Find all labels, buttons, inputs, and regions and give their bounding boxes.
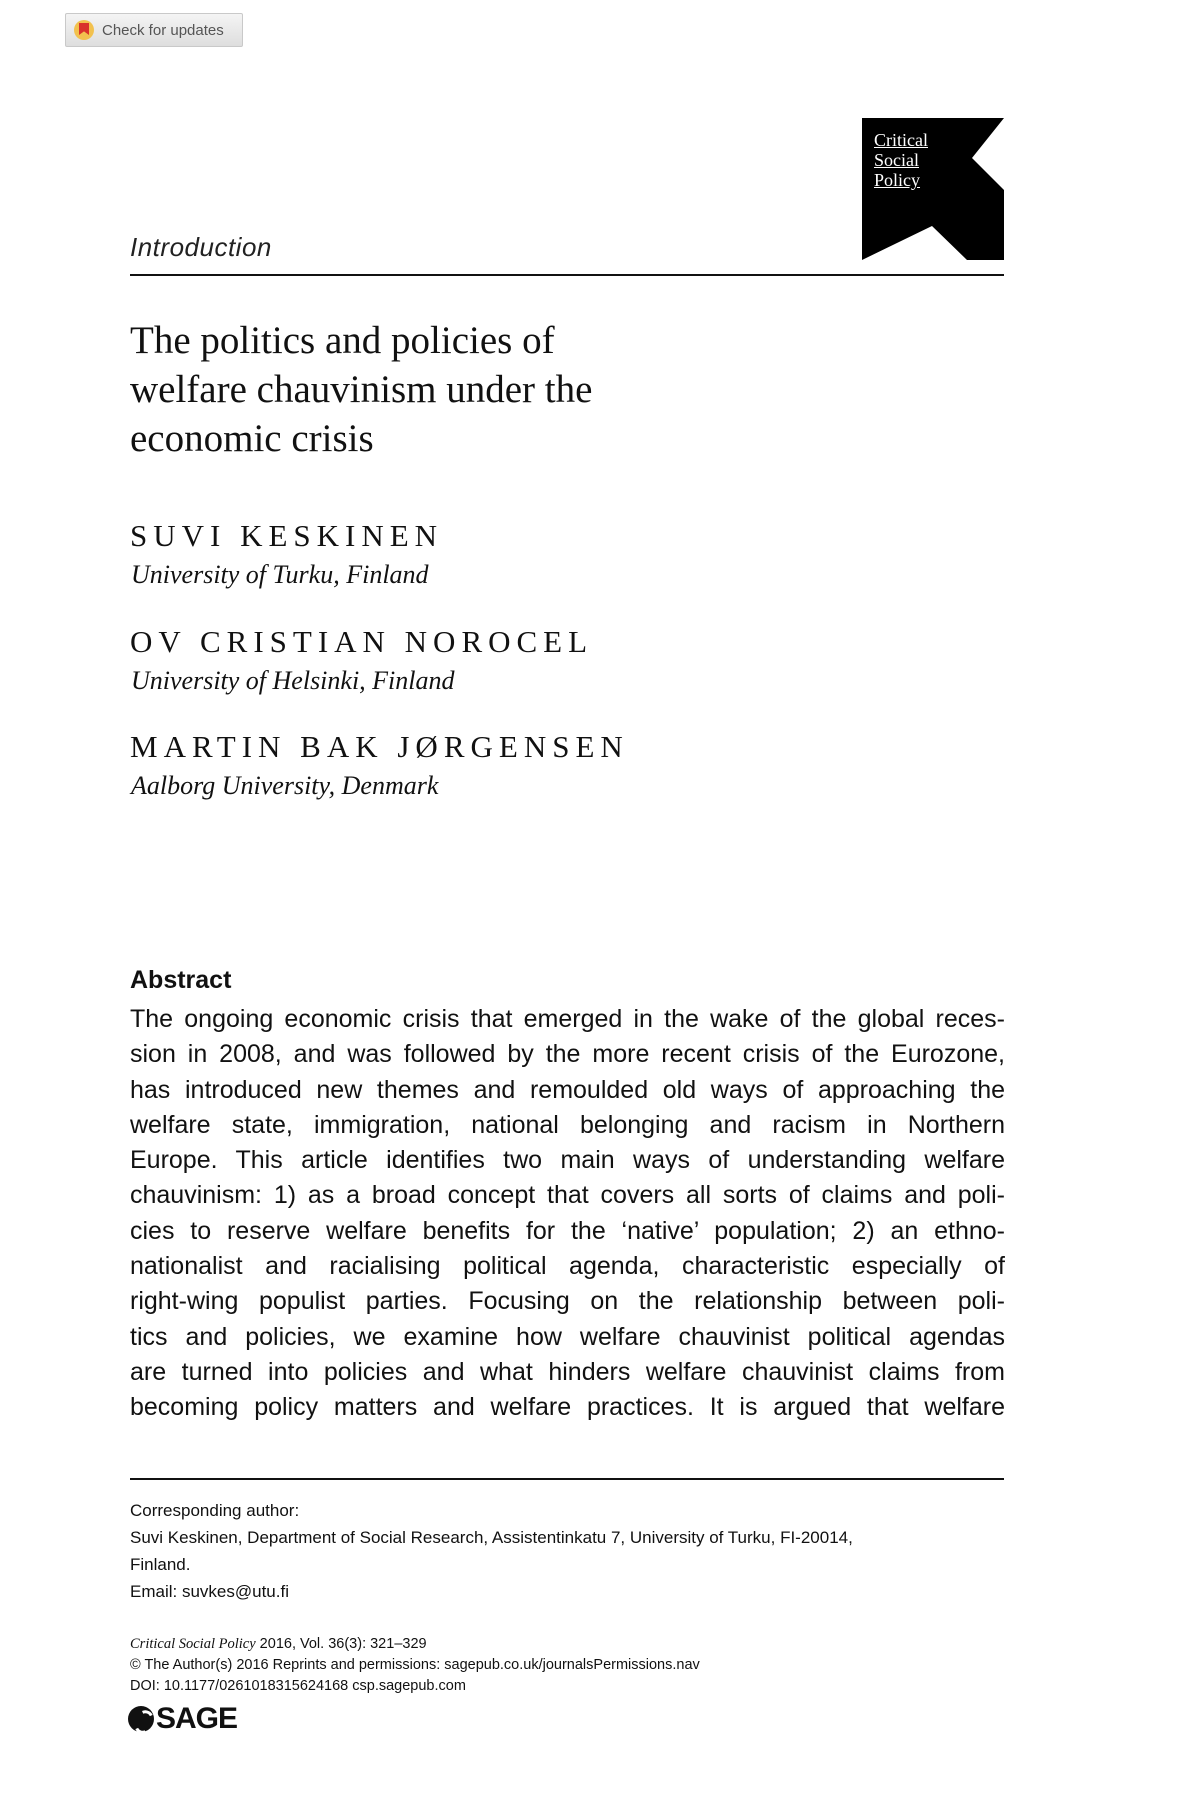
corresponding-email: Email: suvkes@utu.fi [130, 1582, 289, 1601]
corresponding-label: Corresponding author: [130, 1501, 300, 1520]
corresponding-address-cont: Finland. [130, 1555, 191, 1574]
citation-block [130, 1634, 1004, 1697]
abstract-line: are turned into policies and what hinders welfare chauvinist claims from [130, 1357, 1005, 1386]
header-divider [130, 274, 1004, 276]
publisher-name: SAGE [156, 1702, 238, 1735]
abstract-line: nationalist and racialising political agenda, characteristic especially of [130, 1252, 1005, 1281]
abstract-line: Europe. This article identifies two main ways of understanding welfare [130, 1146, 1005, 1175]
publisher-logo [128, 1702, 237, 1736]
abstract-line: welfare state, immigration, national belonging and racism in Northern [130, 1110, 1005, 1139]
abstract-line: sion in 2008, and was followed by the more recent crisis of the Eurozone, [130, 1040, 1005, 1069]
abstract-line: The ongoing economic crisis that emerged in the wake of the global reces- [130, 1005, 1005, 1033]
author-name: SUVI KESKINEN [130, 518, 444, 553]
author-name: OV CRISTIAN NOROCEL [130, 624, 594, 659]
abstract-heading: Abstract [130, 966, 232, 994]
journal-logo-word: Social [874, 150, 919, 170]
journal-logo-word: Critical [874, 130, 928, 150]
title-line: economic crisis [130, 417, 374, 460]
check-for-updates-label: Check for updates [102, 21, 224, 39]
abstract-line: tics and policies, we examine how welfare chauvinist political agendas [130, 1322, 1005, 1351]
corresponding-address: Suvi Keskinen, Department of Social Research, Assistentinkatu 7, University of Turku, FI-20014, [130, 1528, 853, 1547]
abstract-line: right-wing populist parties. Focusing on the relationship between poli- [130, 1287, 1005, 1316]
journal-logo [862, 118, 1004, 260]
abstract-line: chauvinism: 1) as a broad concept that covers all sorts of claims and poli- [130, 1181, 1005, 1210]
citation-details: 2016, Vol. 36(3): 321–329 [255, 1636, 427, 1652]
journal-logo-word: Policy [874, 170, 921, 190]
corresponding-author [130, 1497, 1004, 1605]
sage-logo-icon [128, 1706, 154, 1732]
author-affiliation: University of Turku, Finland [131, 560, 429, 589]
abstract-line: has introduced new themes and remoulded old ways of approaching the [130, 1075, 1005, 1104]
journal-name: Critical Social Policy [130, 1636, 256, 1652]
doi-line: DOI: 10.1177/0261018315624168 csp.sagepub.com [130, 1678, 466, 1694]
abstract-body [130, 1002, 1005, 1426]
footnote-divider [130, 1478, 1004, 1480]
bookmark-icon [74, 20, 94, 40]
abstract-line: becoming policy matters and welfare practices. It is argued that welfare [130, 1393, 1005, 1422]
abstract-line: cies to reserve welfare benefits for the ‘native’ population; 2) an ethno- [130, 1216, 1005, 1245]
title-line: welfare chauvinism under the [130, 368, 593, 411]
article-title [130, 316, 730, 463]
section-label: Introduction [130, 232, 272, 262]
citation-line [130, 1634, 1004, 1655]
author-affiliation: University of Helsinki, Finland [131, 666, 455, 695]
check-for-updates-button[interactable] [65, 13, 243, 47]
author-name: MARTIN BAK JØRGENSEN [130, 729, 629, 764]
copyright-line: © The Author(s) 2016 Reprints and permissions: sagepub.co.uk/journalsPermissions.nav [130, 1657, 700, 1673]
author-affiliation: Aalborg University, Denmark [131, 771, 439, 800]
title-line: The politics and policies of [130, 319, 555, 362]
